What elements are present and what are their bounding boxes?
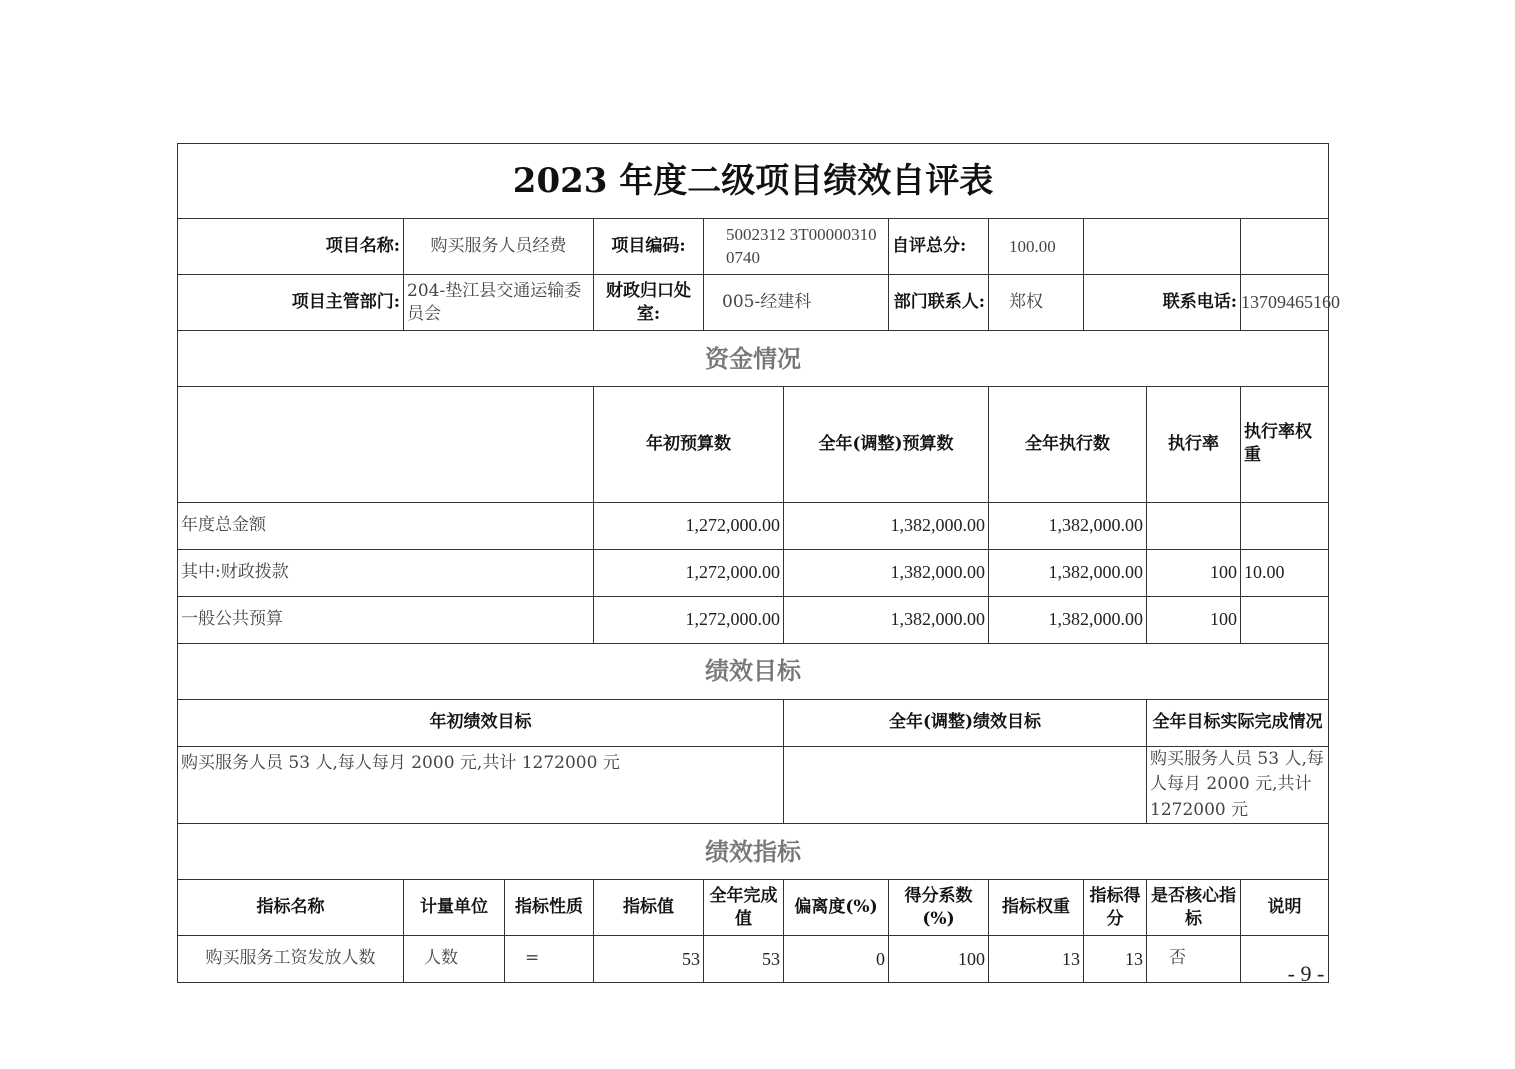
goals-header: 全年(调整)绩效目标: [784, 699, 1147, 746]
goal-adjusted: [784, 746, 1147, 824]
indicator-unit: 人数: [404, 936, 505, 983]
project-name-label: 项目名称:: [178, 219, 404, 275]
indicator-score: 13: [1084, 936, 1147, 983]
indicator-header: 指标值: [594, 880, 704, 936]
indicator-weight: 13: [989, 936, 1084, 983]
goals-row: [178, 746, 1329, 824]
empty-cell: [178, 387, 594, 503]
funds-section-title: 资金情况: [178, 331, 1329, 387]
fund-row-name: 其中:财政拨款: [178, 549, 594, 596]
indicator-header: 指标权重: [989, 880, 1084, 936]
fund-executed: 1,382,000.00: [989, 549, 1147, 596]
indicator-header: 全年完成值: [704, 880, 784, 936]
empty-cell: [1084, 219, 1241, 275]
info-row-1: [178, 219, 1329, 275]
project-code-value: 5002312 3T000003100740: [704, 219, 889, 275]
indicator-coef: 100: [889, 936, 989, 983]
indicator-header: 是否核心指标: [1147, 880, 1241, 936]
indicator-deviation: 0: [784, 936, 889, 983]
fund-rate: 100: [1147, 549, 1241, 596]
indicator-nature: =: [505, 936, 594, 983]
fund-initial: 1,272,000.00: [594, 596, 784, 643]
fund-weight: [1241, 502, 1329, 549]
fund-adjusted: 1,382,000.00: [784, 549, 989, 596]
evaluation-table: [177, 143, 1340, 983]
page-number: - 9 -: [1287, 961, 1325, 986]
goals-header: 年初绩效目标: [178, 699, 784, 746]
fund-row-name: 一般公共预算: [178, 596, 594, 643]
table-row: [178, 596, 1329, 643]
goals-header: 全年目标实际完成情况: [1147, 699, 1329, 746]
fund-adjusted: 1,382,000.00: [784, 596, 989, 643]
page-title: 2023 年度二级项目绩效自评表: [178, 144, 1329, 219]
funds-header: 执行率: [1147, 387, 1241, 503]
goal-actual: 购买服务人员 53 人,每人每月 2000 元,共计 1272000 元: [1147, 746, 1329, 824]
indicator-name: 购买服务工资发放人数: [178, 936, 404, 983]
fund-executed: 1,382,000.00: [989, 502, 1147, 549]
fund-weight: [1241, 596, 1329, 643]
table-row: [178, 936, 1329, 983]
score-label: 自评总分:: [889, 219, 989, 275]
indicator-target: 53: [594, 936, 704, 983]
table-row: [178, 502, 1329, 549]
indicator-header: 指标得分: [1084, 880, 1147, 936]
indicator-header: 得分系数(%): [889, 880, 989, 936]
funds-header: 年初预算数: [594, 387, 784, 503]
goal-initial: 购买服务人员 53 人,每人每月 2000 元,共计 1272000 元: [178, 746, 784, 824]
goals-header-row: [178, 699, 1329, 746]
funds-header: 全年执行数: [989, 387, 1147, 503]
fund-executed: 1,382,000.00: [989, 596, 1147, 643]
project-code-label: 项目编码:: [594, 219, 704, 275]
phone-label: 联系电话:: [1084, 275, 1241, 331]
evaluation-sheet: [177, 143, 1340, 983]
contact-value: 郑权: [989, 275, 1084, 331]
dept-label: 项目主管部门:: [178, 275, 404, 331]
indicator-header: 指标名称: [178, 880, 404, 936]
phone-value: 13709465160: [1241, 275, 1329, 331]
fund-rate: 100: [1147, 596, 1241, 643]
indicator-actual: 53: [704, 936, 784, 983]
indicators-section-title: 绩效指标: [178, 824, 1329, 880]
fund-initial: 1,272,000.00: [594, 549, 784, 596]
indicator-header: 指标性质: [505, 880, 594, 936]
fund-initial: 1,272,000.00: [594, 502, 784, 549]
info-row-2: [178, 275, 1329, 331]
fund-weight: 10.00: [1241, 549, 1329, 596]
indicator-header: 计量单位: [404, 880, 505, 936]
finance-value: 005-经建科: [704, 275, 889, 331]
dept-value: 204-垫江县交通运输委员会: [404, 275, 594, 331]
indicator-core: 否: [1147, 936, 1241, 983]
table-row: [178, 549, 1329, 596]
finance-label: 财政归口处室:: [594, 275, 704, 331]
funds-header: 全年(调整)预算数: [784, 387, 989, 503]
indicator-header: 偏离度(%): [784, 880, 889, 936]
project-name-value: 购买服务人员经费: [404, 219, 594, 275]
empty-cell: [1241, 219, 1329, 275]
contact-label: 部门联系人:: [889, 275, 989, 331]
indicators-header-row: [178, 880, 1329, 936]
funds-header-row: [178, 387, 1329, 503]
fund-adjusted: 1,382,000.00: [784, 502, 989, 549]
score-value: 100.00: [989, 219, 1084, 275]
funds-header: 执行率权重: [1241, 387, 1329, 503]
goals-section-title: 绩效目标: [178, 643, 1329, 699]
fund-row-name: 年度总金额: [178, 502, 594, 549]
fund-rate: [1147, 502, 1241, 549]
indicator-header: 说明: [1241, 880, 1329, 936]
